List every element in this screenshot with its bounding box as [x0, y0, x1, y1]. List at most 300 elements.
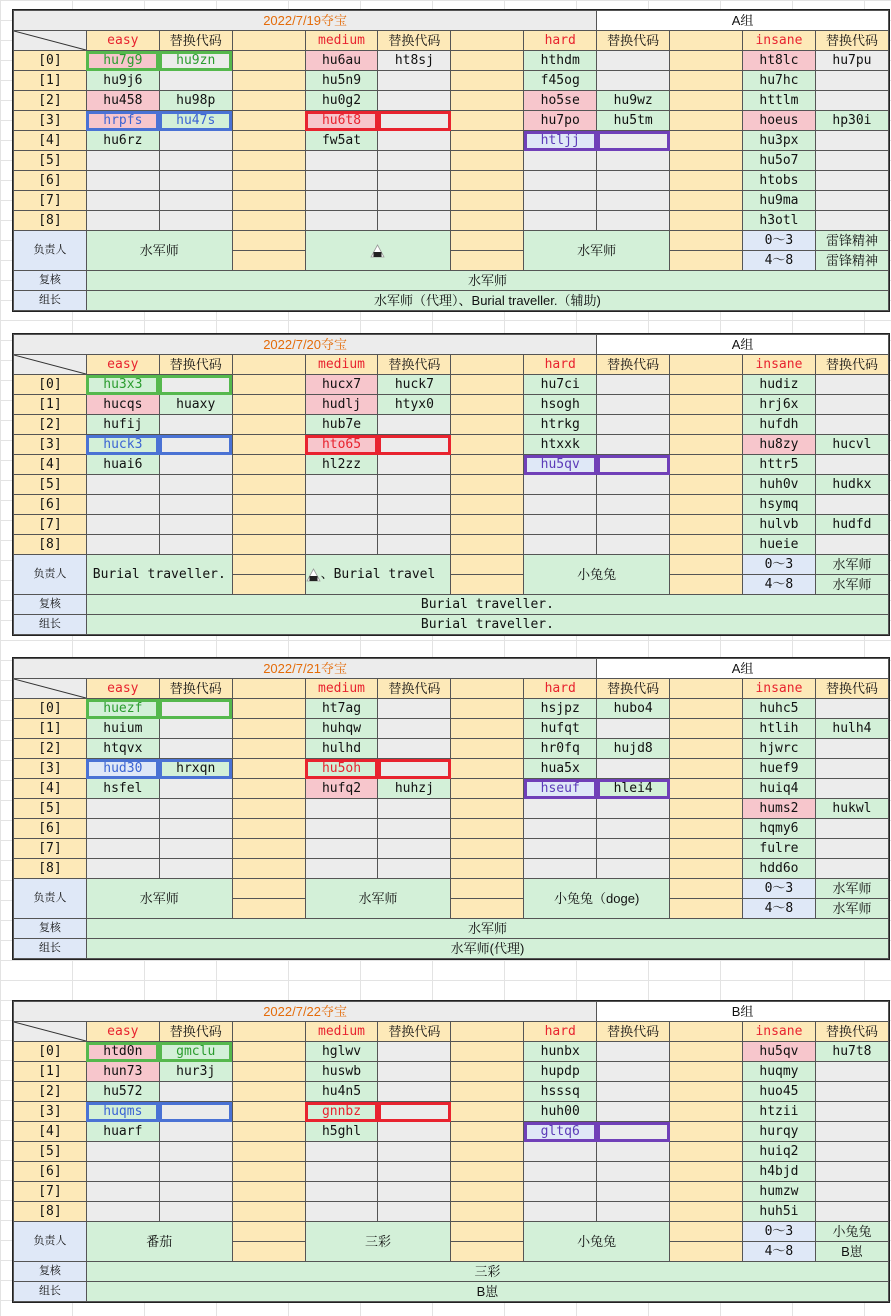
review-value[interactable]: Burial traveller. [86, 595, 888, 615]
hard-code-cell[interactable] [524, 151, 597, 171]
hard-replace-cell[interactable] [597, 859, 670, 879]
medium-code-cell[interactable] [305, 495, 378, 515]
easy-replace-cell[interactable] [159, 535, 232, 555]
hard-replace-cell[interactable] [597, 799, 670, 819]
medium-replace-cell[interactable] [378, 495, 451, 515]
insane-replace-cell[interactable] [815, 1202, 888, 1222]
medium-replace-cell[interactable] [378, 1082, 451, 1102]
insane-code-cell[interactable]: hsymq [743, 495, 816, 515]
easy-replace-cell[interactable] [159, 171, 232, 191]
hard-code-cell[interactable] [524, 1182, 597, 1202]
medium-code-cell[interactable]: huswb [305, 1062, 378, 1082]
insane-code-cell[interactable]: ht8lc [743, 51, 816, 71]
insane-replace-cell[interactable] [815, 375, 888, 395]
responsible-0-3[interactable]: 小兔兔 [815, 1222, 888, 1242]
hard-code-cell[interactable]: hufqt [524, 719, 597, 739]
insane-replace-cell[interactable]: hukwl [815, 799, 888, 819]
responsible-medium[interactable] [305, 555, 451, 595]
hard-code-cell[interactable] [524, 495, 597, 515]
hard-code-cell[interactable]: huh00 [524, 1102, 597, 1122]
easy-replace-cell[interactable]: huaxy [159, 395, 232, 415]
hard-replace-cell[interactable] [597, 1182, 670, 1202]
hard-code-cell[interactable] [524, 475, 597, 495]
easy-code-cell[interactable] [86, 859, 159, 879]
hard-replace-cell[interactable] [597, 51, 670, 71]
easy-replace-cell[interactable]: gmclu [159, 1042, 232, 1062]
hard-code-cell[interactable]: htljj [524, 131, 597, 151]
insane-replace-cell[interactable] [815, 191, 888, 211]
insane-code-cell[interactable]: h3otl [743, 211, 816, 231]
easy-code-cell[interactable]: huai6 [86, 455, 159, 475]
hard-code-cell[interactable]: gltq6 [524, 1122, 597, 1142]
insane-code-cell[interactable]: hums2 [743, 799, 816, 819]
hard-replace-cell[interactable] [597, 1122, 670, 1142]
insane-code-cell[interactable]: fulre [743, 839, 816, 859]
easy-replace-cell[interactable] [159, 435, 232, 455]
medium-code-cell[interactable]: huhqw [305, 719, 378, 739]
medium-replace-cell[interactable]: ht8sj [378, 51, 451, 71]
easy-replace-cell[interactable] [159, 211, 232, 231]
responsible-4-8[interactable]: 水军师 [815, 899, 888, 919]
hard-replace-cell[interactable] [597, 415, 670, 435]
insane-code-cell[interactable]: humzw [743, 1182, 816, 1202]
hard-replace-cell[interactable] [597, 395, 670, 415]
hard-code-cell[interactable] [524, 535, 597, 555]
insane-replace-cell[interactable] [815, 839, 888, 859]
hard-replace-cell[interactable] [597, 1162, 670, 1182]
medium-replace-cell[interactable] [378, 171, 451, 191]
easy-replace-cell[interactable] [159, 1122, 232, 1142]
easy-replace-cell[interactable]: hrxqn [159, 759, 232, 779]
medium-code-cell[interactable] [305, 1142, 378, 1162]
medium-replace-cell[interactable] [378, 91, 451, 111]
insane-replace-cell[interactable] [815, 131, 888, 151]
hard-code-cell[interactable] [524, 1202, 597, 1222]
insane-replace-cell[interactable] [815, 1182, 888, 1202]
easy-replace-cell[interactable] [159, 739, 232, 759]
hard-code-cell[interactable] [524, 799, 597, 819]
hard-replace-cell[interactable] [597, 515, 670, 535]
easy-replace-cell[interactable]: hu98p [159, 91, 232, 111]
easy-replace-cell[interactable] [159, 71, 232, 91]
medium-code-cell[interactable] [305, 211, 378, 231]
insane-code-cell[interactable]: huh0v [743, 475, 816, 495]
medium-code-cell[interactable]: hu0g2 [305, 91, 378, 111]
insane-code-cell[interactable]: httlm [743, 91, 816, 111]
easy-replace-cell[interactable] [159, 475, 232, 495]
responsible-0-3[interactable]: 雷锋精神 [815, 231, 888, 251]
insane-replace-cell[interactable] [815, 1122, 888, 1142]
responsible-medium[interactable]: 水军师 [305, 879, 451, 919]
hard-replace-cell[interactable] [597, 435, 670, 455]
medium-replace-cell[interactable] [378, 1042, 451, 1062]
insane-code-cell[interactable]: hdd6o [743, 859, 816, 879]
easy-code-cell[interactable]: hu6rz [86, 131, 159, 151]
easy-code-cell[interactable]: hu9j6 [86, 71, 159, 91]
easy-replace-cell[interactable]: hur3j [159, 1062, 232, 1082]
hard-code-cell[interactable]: hthdm [524, 51, 597, 71]
easy-replace-cell[interactable] [159, 799, 232, 819]
medium-code-cell[interactable]: hu5n9 [305, 71, 378, 91]
medium-code-cell[interactable] [305, 1182, 378, 1202]
hard-code-cell[interactable] [524, 211, 597, 231]
easy-code-cell[interactable]: htd0n [86, 1042, 159, 1062]
easy-code-cell[interactable]: hsfel [86, 779, 159, 799]
insane-code-cell[interactable]: huqmy [743, 1062, 816, 1082]
easy-code-cell[interactable]: hrpfs [86, 111, 159, 131]
easy-code-cell[interactable] [86, 191, 159, 211]
easy-code-cell[interactable]: hu572 [86, 1082, 159, 1102]
hard-code-cell[interactable]: hsogh [524, 395, 597, 415]
easy-replace-cell[interactable] [159, 191, 232, 211]
medium-code-cell[interactable] [305, 799, 378, 819]
insane-code-cell[interactable]: hoeus [743, 111, 816, 131]
easy-replace-cell[interactable] [159, 131, 232, 151]
hard-replace-cell[interactable]: hu5tm [597, 111, 670, 131]
hard-code-cell[interactable]: hupdp [524, 1062, 597, 1082]
easy-replace-cell[interactable] [159, 839, 232, 859]
responsible-4-8[interactable]: 雷锋精神 [815, 251, 888, 271]
insane-code-cell[interactable]: hufdh [743, 415, 816, 435]
easy-code-cell[interactable]: hu3x3 [86, 375, 159, 395]
easy-replace-cell[interactable] [159, 1102, 232, 1122]
medium-code-cell[interactable] [305, 151, 378, 171]
hard-replace-cell[interactable]: hujd8 [597, 739, 670, 759]
insane-code-cell[interactable]: htzii [743, 1102, 816, 1122]
medium-replace-cell[interactable] [378, 211, 451, 231]
medium-code-cell[interactable] [305, 515, 378, 535]
medium-code-cell[interactable] [305, 171, 378, 191]
medium-code-cell[interactable] [305, 859, 378, 879]
medium-code-cell[interactable]: hudlj [305, 395, 378, 415]
review-value[interactable]: 水军师 [86, 271, 888, 291]
insane-code-cell[interactable]: hu3px [743, 131, 816, 151]
insane-replace-cell[interactable]: hulh4 [815, 719, 888, 739]
easy-code-cell[interactable]: huarf [86, 1122, 159, 1142]
medium-code-cell[interactable]: hub7e [305, 415, 378, 435]
easy-replace-cell[interactable] [159, 859, 232, 879]
hard-replace-cell[interactable] [597, 1062, 670, 1082]
easy-code-cell[interactable]: hu7g9 [86, 51, 159, 71]
hard-replace-cell[interactable] [597, 1102, 670, 1122]
medium-replace-cell[interactable] [378, 435, 451, 455]
hard-code-cell[interactable]: hu5qv [524, 455, 597, 475]
leader-value[interactable]: Burial traveller. [86, 615, 888, 635]
insane-replace-cell[interactable] [815, 91, 888, 111]
insane-replace-cell[interactable] [815, 415, 888, 435]
easy-replace-cell[interactable] [159, 375, 232, 395]
responsible-easy[interactable]: 水军师 [86, 231, 232, 271]
hard-code-cell[interactable] [524, 839, 597, 859]
hard-code-cell[interactable]: htxxk [524, 435, 597, 455]
hard-replace-cell[interactable] [597, 1202, 670, 1222]
easy-code-cell[interactable] [86, 799, 159, 819]
easy-code-cell[interactable] [86, 1202, 159, 1222]
medium-replace-cell[interactable] [378, 415, 451, 435]
easy-replace-cell[interactable] [159, 515, 232, 535]
insane-code-cell[interactable]: hulvb [743, 515, 816, 535]
medium-replace-cell[interactable] [378, 699, 451, 719]
easy-code-cell[interactable]: hufij [86, 415, 159, 435]
review-value[interactable]: 三彩 [86, 1262, 888, 1282]
medium-replace-cell[interactable]: htyx0 [378, 395, 451, 415]
medium-code-cell[interactable] [305, 819, 378, 839]
insane-code-cell[interactable]: huhc5 [743, 699, 816, 719]
insane-code-cell[interactable]: huiq4 [743, 779, 816, 799]
insane-replace-cell[interactable]: hudfd [815, 515, 888, 535]
hard-code-cell[interactable]: hseuf [524, 779, 597, 799]
hard-code-cell[interactable]: hunbx [524, 1042, 597, 1062]
hard-replace-cell[interactable] [597, 211, 670, 231]
medium-replace-cell[interactable] [378, 799, 451, 819]
responsible-0-3[interactable]: 水军师 [815, 555, 888, 575]
responsible-hard[interactable]: 小兔兔 [524, 1222, 670, 1262]
review-value[interactable]: 水军师 [86, 919, 888, 939]
easy-code-cell[interactable]: huium [86, 719, 159, 739]
easy-code-cell[interactable]: huck3 [86, 435, 159, 455]
hard-replace-cell[interactable] [597, 535, 670, 555]
insane-code-cell[interactable]: hu8zy [743, 435, 816, 455]
insane-replace-cell[interactable] [815, 739, 888, 759]
hard-replace-cell[interactable]: hu9wz [597, 91, 670, 111]
insane-replace-cell[interactable]: hu7pu [815, 51, 888, 71]
medium-replace-cell[interactable] [378, 839, 451, 859]
insane-code-cell[interactable]: huiq2 [743, 1142, 816, 1162]
hard-replace-cell[interactable] [597, 1082, 670, 1102]
medium-replace-cell[interactable] [378, 475, 451, 495]
medium-code-cell[interactable] [305, 535, 378, 555]
insane-code-cell[interactable]: hu5qv [743, 1042, 816, 1062]
medium-code-cell[interactable]: hu6au [305, 51, 378, 71]
hard-replace-cell[interactable] [597, 71, 670, 91]
insane-replace-cell[interactable]: hu7t8 [815, 1042, 888, 1062]
easy-code-cell[interactable] [86, 535, 159, 555]
medium-code-cell[interactable] [305, 1202, 378, 1222]
responsible-easy[interactable]: Burial traveller. [86, 555, 232, 595]
leader-value[interactable]: B崽 [86, 1282, 888, 1302]
insane-code-cell[interactable]: hueie [743, 535, 816, 555]
hard-code-cell[interactable] [524, 1162, 597, 1182]
hard-replace-cell[interactable]: hlei4 [597, 779, 670, 799]
responsible-0-3[interactable]: 水军师 [815, 879, 888, 899]
medium-replace-cell[interactable] [378, 535, 451, 555]
medium-code-cell[interactable]: hucx7 [305, 375, 378, 395]
hard-code-cell[interactable] [524, 191, 597, 211]
hard-replace-cell[interactable] [597, 1142, 670, 1162]
insane-code-cell[interactable]: httr5 [743, 455, 816, 475]
insane-code-cell[interactable]: hu7hc [743, 71, 816, 91]
hard-code-cell[interactable]: hsjpz [524, 699, 597, 719]
leader-value[interactable]: 水军师(代理) [86, 939, 888, 959]
easy-replace-cell[interactable] [159, 415, 232, 435]
responsible-medium[interactable] [305, 231, 451, 271]
medium-replace-cell[interactable] [378, 131, 451, 151]
insane-code-cell[interactable]: htlih [743, 719, 816, 739]
medium-code-cell[interactable] [305, 839, 378, 859]
easy-code-cell[interactable] [86, 1182, 159, 1202]
easy-replace-cell[interactable]: hu47s [159, 111, 232, 131]
responsible-hard[interactable]: 小兔兔 [524, 555, 670, 595]
hard-replace-cell[interactable] [597, 819, 670, 839]
responsible-easy[interactable]: 水军师 [86, 879, 232, 919]
medium-replace-cell[interactable] [378, 191, 451, 211]
insane-replace-cell[interactable] [815, 759, 888, 779]
easy-replace-cell[interactable] [159, 495, 232, 515]
medium-replace-cell[interactable] [378, 1102, 451, 1122]
medium-code-cell[interactable]: hufq2 [305, 779, 378, 799]
medium-code-cell[interactable]: hu5oh [305, 759, 378, 779]
medium-replace-cell[interactable] [378, 515, 451, 535]
insane-code-cell[interactable]: hu9ma [743, 191, 816, 211]
medium-code-cell[interactable]: hglwv [305, 1042, 378, 1062]
responsible-medium[interactable]: 三彩 [305, 1222, 451, 1262]
insane-code-cell[interactable]: hjwrc [743, 739, 816, 759]
insane-replace-cell[interactable] [815, 1162, 888, 1182]
easy-replace-cell[interactable] [159, 1162, 232, 1182]
easy-code-cell[interactable]: hud30 [86, 759, 159, 779]
medium-replace-cell[interactable] [378, 71, 451, 91]
insane-replace-cell[interactable] [815, 1082, 888, 1102]
easy-replace-cell[interactable] [159, 1142, 232, 1162]
hard-code-cell[interactable] [524, 515, 597, 535]
hard-code-cell[interactable] [524, 1142, 597, 1162]
hard-replace-cell[interactable] [597, 455, 670, 475]
insane-replace-cell[interactable] [815, 395, 888, 415]
insane-code-cell[interactable]: huo45 [743, 1082, 816, 1102]
medium-replace-cell[interactable] [378, 455, 451, 475]
medium-replace-cell[interactable] [378, 819, 451, 839]
insane-code-cell[interactable]: htobs [743, 171, 816, 191]
easy-code-cell[interactable] [86, 819, 159, 839]
insane-code-cell[interactable]: hqmy6 [743, 819, 816, 839]
medium-code-cell[interactable]: hulhd [305, 739, 378, 759]
insane-code-cell[interactable]: hudiz [743, 375, 816, 395]
easy-replace-cell[interactable] [159, 1202, 232, 1222]
medium-code-cell[interactable] [305, 475, 378, 495]
easy-code-cell[interactable] [86, 171, 159, 191]
hard-code-cell[interactable] [524, 819, 597, 839]
medium-replace-cell[interactable] [378, 1062, 451, 1082]
easy-code-cell[interactable]: htqvx [86, 739, 159, 759]
hard-replace-cell[interactable]: hubo4 [597, 699, 670, 719]
insane-code-cell[interactable]: hu5o7 [743, 151, 816, 171]
insane-replace-cell[interactable] [815, 779, 888, 799]
hard-code-cell[interactable] [524, 171, 597, 191]
medium-code-cell[interactable]: hl2zz [305, 455, 378, 475]
easy-replace-cell[interactable] [159, 779, 232, 799]
responsible-4-8[interactable]: B崽 [815, 1242, 888, 1262]
hard-code-cell[interactable]: ho5se [524, 91, 597, 111]
easy-code-cell[interactable] [86, 475, 159, 495]
insane-replace-cell[interactable]: hudkx [815, 475, 888, 495]
medium-replace-cell[interactable] [378, 859, 451, 879]
insane-replace-cell[interactable] [815, 71, 888, 91]
hard-code-cell[interactable]: hu7ci [524, 375, 597, 395]
medium-code-cell[interactable]: ht7ag [305, 699, 378, 719]
insane-code-cell[interactable]: huh5i [743, 1202, 816, 1222]
hard-replace-cell[interactable] [597, 839, 670, 859]
easy-code-cell[interactable] [86, 839, 159, 859]
easy-replace-cell[interactable] [159, 719, 232, 739]
easy-code-cell[interactable]: huezf [86, 699, 159, 719]
easy-replace-cell[interactable] [159, 699, 232, 719]
insane-replace-cell[interactable] [815, 535, 888, 555]
medium-code-cell[interactable]: hu4n5 [305, 1082, 378, 1102]
insane-replace-cell[interactable] [815, 819, 888, 839]
medium-replace-cell[interactable] [378, 1202, 451, 1222]
hard-replace-cell[interactable] [597, 375, 670, 395]
medium-replace-cell[interactable] [378, 151, 451, 171]
insane-code-cell[interactable]: hrj6x [743, 395, 816, 415]
medium-code-cell[interactable] [305, 191, 378, 211]
responsible-4-8[interactable]: 水军师 [815, 575, 888, 595]
hard-code-cell[interactable]: f45og [524, 71, 597, 91]
insane-code-cell[interactable]: huef9 [743, 759, 816, 779]
medium-code-cell[interactable] [305, 1162, 378, 1182]
easy-code-cell[interactable] [86, 495, 159, 515]
hard-replace-cell[interactable] [597, 191, 670, 211]
easy-replace-cell[interactable] [159, 1082, 232, 1102]
hard-replace-cell[interactable] [597, 759, 670, 779]
insane-replace-cell[interactable] [815, 1102, 888, 1122]
medium-replace-cell[interactable]: huhzj [378, 779, 451, 799]
insane-replace-cell[interactable] [815, 211, 888, 231]
easy-code-cell[interactable] [86, 151, 159, 171]
easy-code-cell[interactable] [86, 211, 159, 231]
insane-replace-cell[interactable] [815, 455, 888, 475]
medium-code-cell[interactable]: fw5at [305, 131, 378, 151]
hard-code-cell[interactable]: hua5x [524, 759, 597, 779]
responsible-hard[interactable]: 小兔兔（doge) [524, 879, 670, 919]
medium-replace-cell[interactable]: huck7 [378, 375, 451, 395]
hard-replace-cell[interactable] [597, 131, 670, 151]
leader-value[interactable]: 水军师（代理）、Burial traveller.（辅助) [86, 291, 888, 311]
insane-replace-cell[interactable] [815, 699, 888, 719]
insane-replace-cell[interactable] [815, 859, 888, 879]
medium-replace-cell[interactable] [378, 111, 451, 131]
hard-code-cell[interactable]: hr0fq [524, 739, 597, 759]
hard-code-cell[interactable]: hsssq [524, 1082, 597, 1102]
insane-replace-cell[interactable]: hp30i [815, 111, 888, 131]
insane-replace-cell[interactable]: hucvl [815, 435, 888, 455]
hard-code-cell[interactable] [524, 859, 597, 879]
easy-replace-cell[interactable] [159, 151, 232, 171]
insane-replace-cell[interactable] [815, 1062, 888, 1082]
medium-replace-cell[interactable] [378, 1122, 451, 1142]
hard-replace-cell[interactable] [597, 475, 670, 495]
medium-code-cell[interactable]: hu6t8 [305, 111, 378, 131]
hard-replace-cell[interactable] [597, 171, 670, 191]
medium-code-cell[interactable]: gnnbz [305, 1102, 378, 1122]
insane-code-cell[interactable]: hurqy [743, 1122, 816, 1142]
easy-code-cell[interactable] [86, 515, 159, 535]
insane-replace-cell[interactable] [815, 151, 888, 171]
hard-code-cell[interactable]: htrkg [524, 415, 597, 435]
easy-code-cell[interactable] [86, 1162, 159, 1182]
medium-replace-cell[interactable] [378, 1182, 451, 1202]
easy-replace-cell[interactable] [159, 455, 232, 475]
medium-code-cell[interactable]: h5ghl [305, 1122, 378, 1142]
medium-replace-cell[interactable] [378, 1142, 451, 1162]
medium-replace-cell[interactable] [378, 759, 451, 779]
easy-code-cell[interactable]: hun73 [86, 1062, 159, 1082]
easy-code-cell[interactable]: hucqs [86, 395, 159, 415]
medium-replace-cell[interactable] [378, 1162, 451, 1182]
easy-code-cell[interactable]: hu458 [86, 91, 159, 111]
medium-replace-cell[interactable] [378, 739, 451, 759]
hard-code-cell[interactable]: hu7po [524, 111, 597, 131]
insane-replace-cell[interactable] [815, 171, 888, 191]
